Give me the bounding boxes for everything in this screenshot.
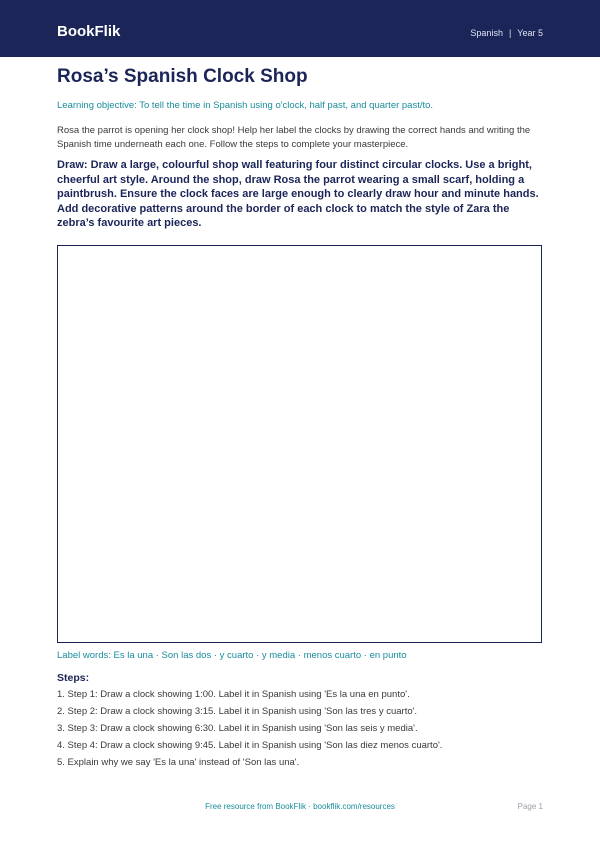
label-words: Label words: Es la una · Son las dos · y cuarto · y media · menos cuarto · en punto <box>57 650 407 661</box>
step-item: 4. Step 4: Draw a clock showing 9:45. Label it in Spanish using 'Son las diez menos cuarto'. <box>57 740 443 751</box>
steps-list <box>57 689 442 774</box>
draw-prompt: Draw: Draw a large, colourful shop wall featuring four distinct circular clocks. Use a bright, cheerful art style. Around the shop, draw Rosa the parrot wearing a small scarf, holding a paintbrush. Ensure the clock faces are large enough to clearly draw hour and minute hands. Add decorative patterns around the border of each clock to match the style of Zara the zebra’s favourite art pieces. <box>57 159 539 229</box>
step-item: 3. Step 3: Draw a clock showing 6:30. Label it in Spanish using 'Son las seis y media'. <box>57 723 418 734</box>
meta-separator: | <box>508 28 512 38</box>
brand-logo: BookFlik <box>57 23 121 40</box>
header-bar <box>0 0 600 57</box>
footer-link[interactable]: Free resource from BookFlik · bookflik.com/resources <box>205 802 395 811</box>
year-label: Year 5 <box>517 28 543 38</box>
page-number: Page 1 <box>517 802 543 811</box>
subject-label: Spanish <box>470 28 503 38</box>
drawing-area[interactable] <box>57 245 542 643</box>
subject-year <box>470 28 543 38</box>
step-item: 1. Step 1: Draw a clock showing 1:00. Label it in Spanish using 'Es la una en punto'. <box>57 689 410 700</box>
page-title: Rosa’s Spanish Clock Shop <box>57 66 308 87</box>
steps-heading: Steps: <box>57 672 90 684</box>
learning-objective: Learning objective: To tell the time in Spanish using o'clock, half past, and quarter past/to. <box>57 100 434 111</box>
step-item: 5. Explain why we say 'Es la una' instead of 'Son las una'. <box>57 757 300 768</box>
step-item: 2. Step 2: Draw a clock showing 3:15. Label it in Spanish using 'Son las tres y cuarto'. <box>57 706 418 717</box>
intro-text: Rosa the parrot is opening her clock shop! Help her label the clocks by drawing the correct hands and writing the Spanish time underneath each one. Follow the steps to complete your masterpiece. <box>57 125 531 150</box>
